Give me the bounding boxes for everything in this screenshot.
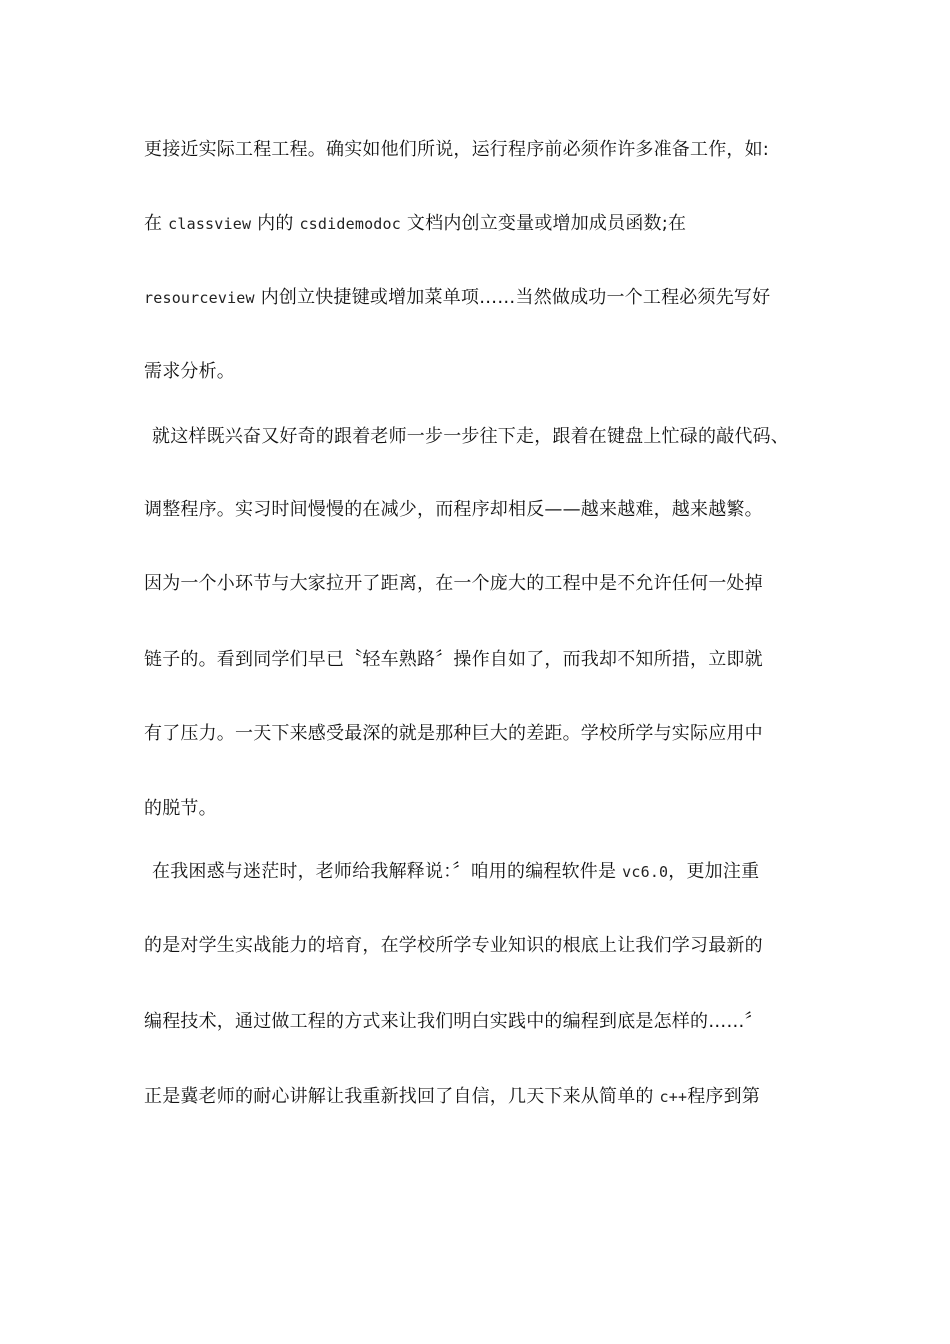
- code-term: csdidemodoc: [299, 215, 401, 233]
- code-term: c++: [659, 1088, 688, 1106]
- code-term: classview: [168, 215, 252, 233]
- text-segment: 程序到第: [687, 1086, 761, 1107]
- text-line: [144, 212, 686, 236]
- text-segment: 文档内创立变量或增加成员函数;在: [401, 213, 687, 234]
- text-segment: ，更加注重: [668, 861, 760, 882]
- code-term: resourceview: [144, 289, 255, 307]
- paragraph-start: 就这样既兴奋又好奇的跟着老师一步一步往下走，跟着在键盘上忙碌的敲代码、: [152, 426, 789, 447]
- text-line: 调整程序。实习时间慢慢的在减少，而程序却相反——越来越难，越来越繁。: [144, 499, 763, 520]
- text-line: 链子的。看到同学们早已〝轻车熟路〞操作自如了，而我却不知所措，立即就: [144, 649, 763, 670]
- code-term: vc6.0: [622, 863, 669, 881]
- text-line: 的脱节。: [144, 798, 217, 819]
- text-line: 因为一个小环节与大家拉开了距离，在一个庞大的工程中是不允许任何一处掉: [144, 573, 763, 594]
- text-line: [144, 1085, 760, 1109]
- text-line: 更接近实际工程工程。确实如他们所说，运行程序前必须作许多准备工作，如:: [144, 139, 770, 160]
- paragraph-start: [152, 860, 759, 884]
- text-segment: 内的: [251, 213, 300, 234]
- text-segment: 在: [144, 213, 169, 234]
- text-line: 需求分析。: [144, 361, 235, 382]
- text-line: 有了压力。一天下来感受最深的就是那种巨大的差距。学校所学与实际应用中: [144, 723, 763, 744]
- text-segment: 内创立快捷键或增加菜单项……当然做成功一个工程必须先写好: [254, 287, 771, 308]
- text-line: [144, 286, 770, 310]
- text-segment: 在我困惑与迷茫时，老师给我解释说：〞咱用的编程软件是: [152, 861, 623, 882]
- text-segment: 正是冀老师的耐心讲解让我重新找回了自信，几天下来从简单的: [144, 1086, 660, 1107]
- text-line: 编程技术，通过做工程的方式来让我们明白实践中的编程到底是怎样的……〞: [144, 1011, 763, 1032]
- text-line: 的是对学生实战能力的培育，在学校所学专业知识的根底上让我们学习最新的: [144, 935, 763, 956]
